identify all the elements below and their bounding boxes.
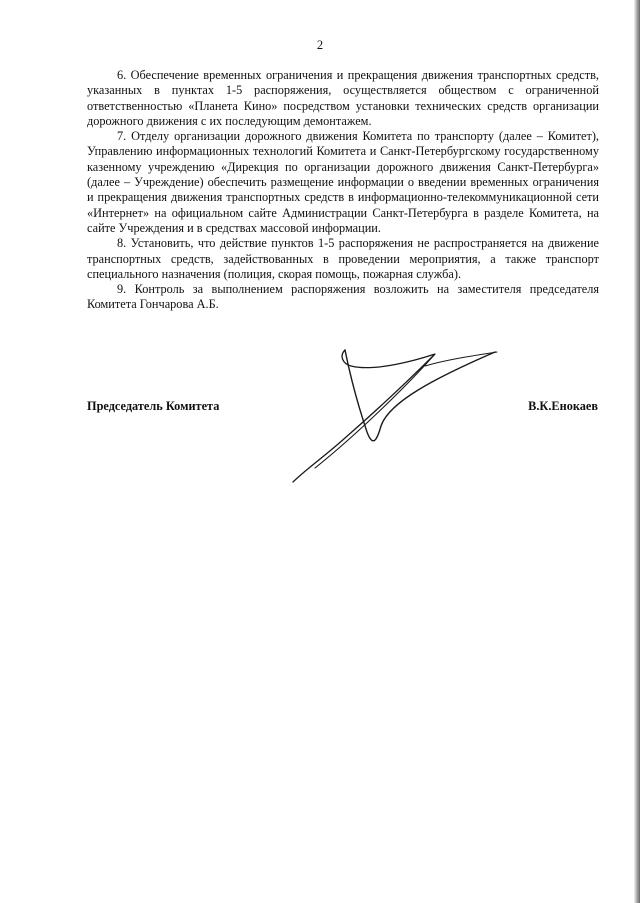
paragraph-7: 7. Отделу организации дорожного движения Комитета по транспорту (далее – Комитет), Управлению информационных технологий Комитета и Санкт-Петербургскому государственному казенному учреждению «Дирекция по организации дорожного движения Санкт-Петербурга» (далее – Учреждение) обеспечить размещение информации о введении временных ограничения и прекращения движения транспортных средств в информационно-телекоммуникационной сети «Интернет» на официальном сайте Администрации Санкт-Петербурга в разделе Комитета, на сайте Учреждения и в средствах массовой информации. <box>87 129 599 235</box>
handwritten-signature <box>285 340 500 485</box>
document-body <box>87 68 599 313</box>
scan-edge-shadow <box>634 0 640 903</box>
paragraph-8: 8. Установить, что действие пунктов 1-5 распоряжения не распространяется на движение транспортных средств, задействованных в проведении мероприятия, а также транспорт специального назначения (полиция, скорая помощь, пожарная служба). <box>87 236 599 281</box>
signatory-name: В.К.Енокаев <box>528 399 598 413</box>
paragraph-9: 9. Контроль за выполнением распоряжения возложить на заместителя председателя Комитета Гончарова А.Б. <box>87 282 599 312</box>
page-number: 2 <box>316 38 324 52</box>
signatory-title: Председатель Комитета <box>87 399 220 413</box>
paragraph-6: 6. Обеспечение временных ограничения и прекращения движения транспортных средств, указанных в пунктах 1-5 распоряжения, осуществляется обществом с ограниченной ответственностью «Планета Кино» посредством установки технических средств организации дорожного движения с их последующим демонтажем. <box>87 68 599 128</box>
